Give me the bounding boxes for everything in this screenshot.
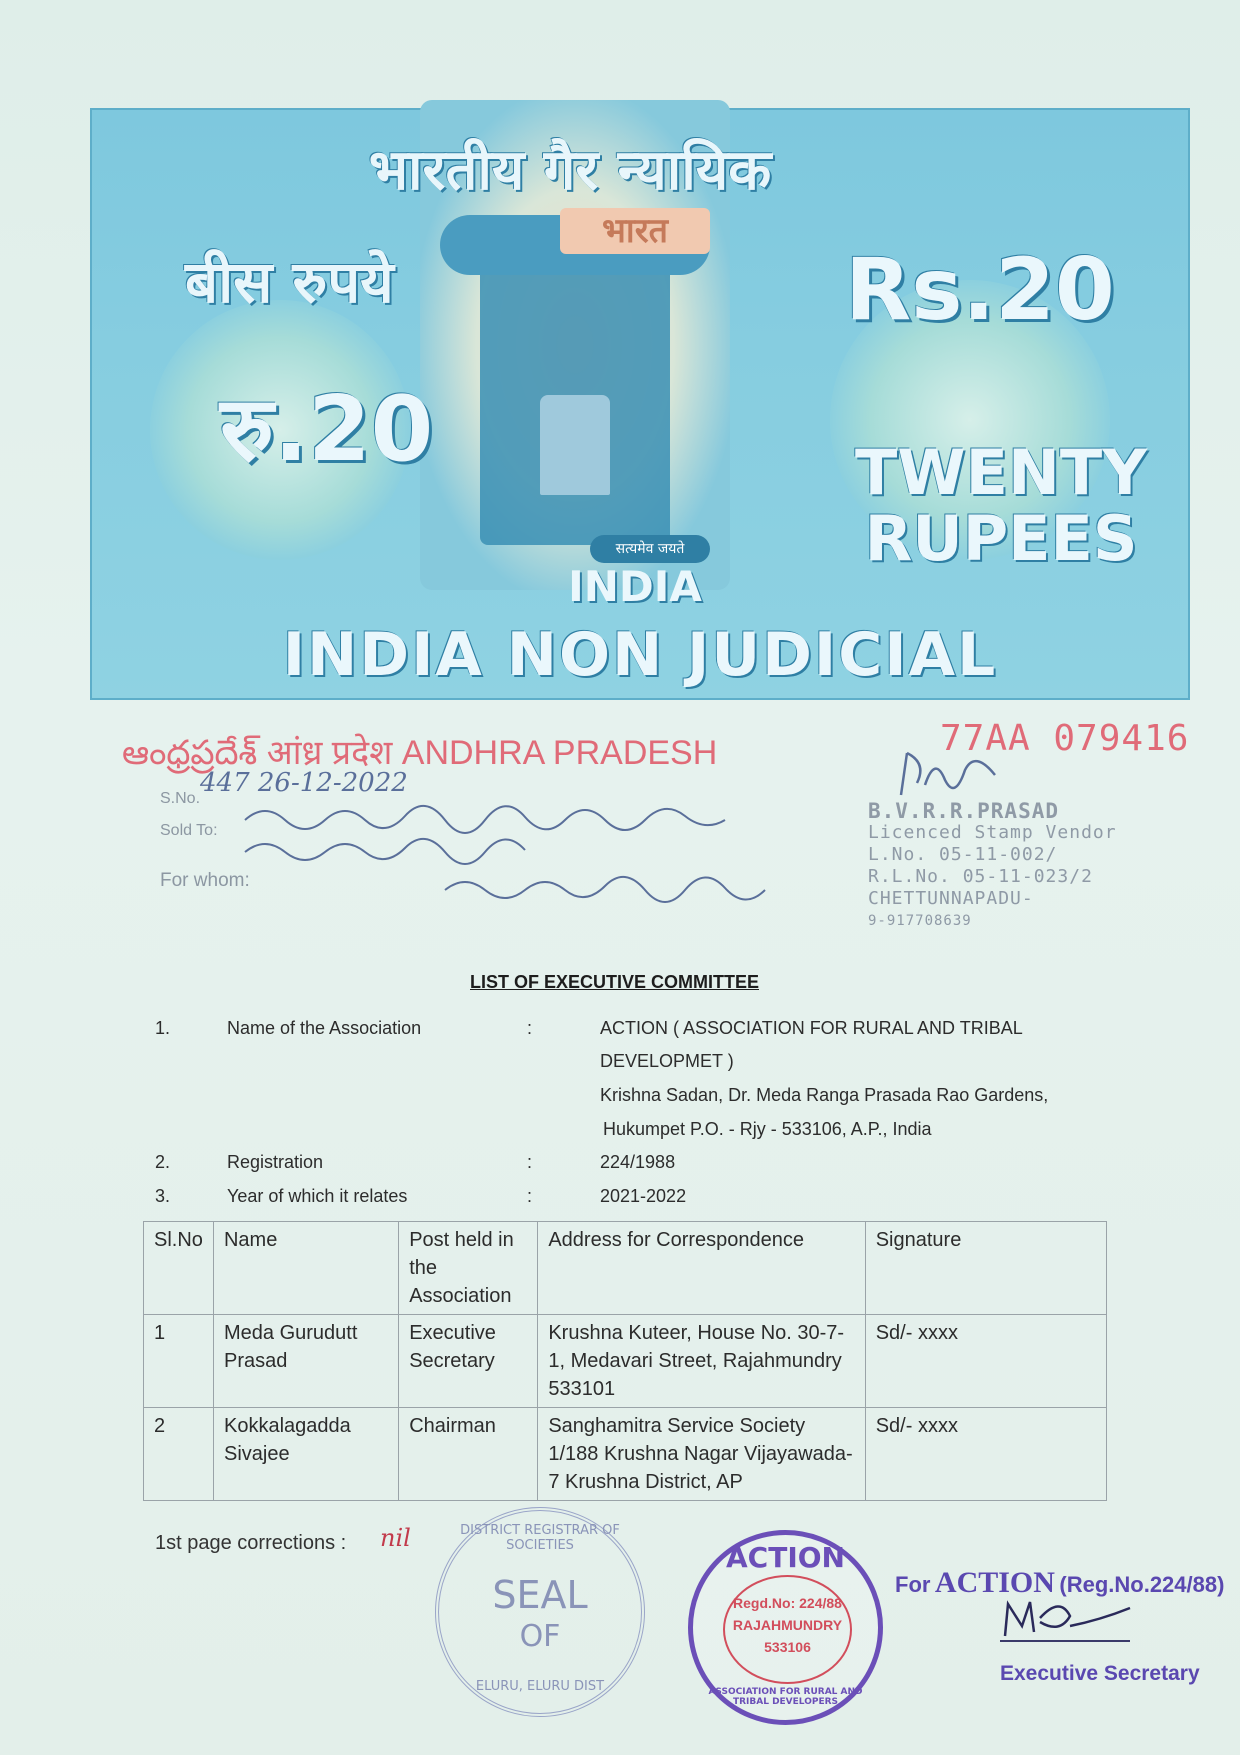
seal-title: ACTION: [726, 1541, 845, 1574]
seal-reg: Regd.No: 224/88: [733, 1595, 842, 1611]
seal-ring-text: ASSOCIATION FOR RURAL AND TRIBAL DEVELOPERS: [708, 1687, 863, 1707]
field-label: Name of the Association: [227, 1018, 422, 1038]
cell-address: Krushna Kuteer, House No. 30-7-1, Medavari Street, Rajahmundry 533101: [538, 1315, 865, 1408]
col-header: Signature: [865, 1222, 1106, 1315]
seal-ring-text: ELURU, ELURU DIST: [475, 1679, 605, 1694]
executive-secretary-signature: [1000, 1596, 1140, 1646]
stamp-bharat: भारत: [560, 208, 710, 254]
document-heading: LIST OF EXECUTIVE COMMITTEE: [470, 972, 760, 992]
stamp-non-judicial: INDIA NON JUDICIAL: [282, 620, 998, 690]
signature-line: [1000, 1640, 1130, 1642]
action-association-seal: [688, 1530, 883, 1725]
association-name: ACTION ( ASSOCIATION FOR RURAL AND TRIBAL: [600, 1018, 1023, 1038]
signoff-reg: (Reg.No.224/88): [1059, 1572, 1225, 1597]
table-header-row: [144, 1222, 1107, 1315]
stamp-twenty-rupees: [855, 436, 1148, 575]
seal-center-text: SEAL: [492, 1573, 588, 1617]
stamp-rupees: RUPEES: [864, 502, 1138, 575]
col-header: Address for Correspondence: [538, 1222, 865, 1315]
vendor-line: L.No. 05-11-002/: [868, 844, 1058, 865]
cell-name: Kokkalagadda Sivajee: [213, 1408, 398, 1501]
vendor-line: 9-917708639: [868, 913, 972, 929]
district-registrar-seal: [435, 1507, 645, 1717]
association-address-cont: Hukumpet P.O. - Rjy - 533106, A.P., India: [603, 1119, 932, 1139]
corrections-value: nil: [380, 1524, 411, 1552]
signoff-org: ACTION: [934, 1566, 1055, 1599]
state-name: ఆంధ్రప్రదేశ్ आंध्र प्रदेश ANDHRA PRADESH: [122, 734, 718, 772]
stamp-india: INDIA: [568, 562, 702, 611]
signoff-for: For: [895, 1572, 931, 1597]
seal-ring-text: DISTRICT REGISTRAR OF SOCIETIES: [460, 1523, 620, 1553]
stamp-hindi-title: भारतीय गैर न्यायिक: [368, 138, 772, 203]
seal-pin: 533106: [764, 1639, 811, 1655]
stamp-twenty: TWENTY: [855, 436, 1148, 509]
cell-signature: Sd/- xxxx: [865, 1408, 1106, 1501]
seal-city: RAJAHMUNDRY: [732, 1617, 843, 1633]
vendor-line: CHETTUNNAPADU-: [868, 888, 1034, 909]
registration-value: 224/1988: [600, 1152, 676, 1172]
stamp-rupee-amount: रु.20: [220, 377, 434, 482]
cell-post: Chairman: [399, 1408, 538, 1501]
signoff-title: Executive Secretary: [1000, 1662, 1200, 1685]
table-row: [144, 1408, 1107, 1501]
col-header: Sl.No: [144, 1222, 214, 1315]
cell-slno: 1: [144, 1315, 214, 1408]
for-action-signoff: [895, 1566, 1224, 1600]
vendor-signature: [895, 745, 1015, 805]
field-number: 2.: [155, 1152, 171, 1172]
field-separator: :: [527, 1152, 533, 1172]
cell-signature: Sd/- xxxx: [865, 1315, 1106, 1408]
col-header: Post held in the Association: [399, 1222, 538, 1315]
handwritten-number-date: 447 26-12-2022: [200, 768, 408, 798]
year-value: 2021-2022: [600, 1186, 687, 1206]
vendor-line: Licenced Stamp Vendor: [868, 822, 1117, 843]
stamp-rs-amount: Rs.20: [845, 240, 1115, 340]
cell-name: Meda Gurudutt Prasad: [213, 1315, 398, 1408]
field-separator: :: [527, 1186, 533, 1206]
seal-inner-ring: [723, 1575, 852, 1684]
stamp-vendor-info: [868, 800, 1117, 932]
sno-label: S.No.: [160, 790, 201, 807]
stamp-serial-number: 77AA 079416: [940, 718, 1190, 759]
seal-center-text: OF: [519, 1619, 561, 1654]
vendor-name: B.V.R.R.PRASAD: [868, 799, 1060, 823]
cell-post: Executive Secretary: [399, 1315, 538, 1408]
lion-emblem-icon: [540, 395, 610, 495]
corrections-label: 1st page corrections :: [155, 1532, 347, 1554]
stamp-hindi-amount: बीस रुपये: [185, 248, 394, 316]
stamp-motto: सत्यमेव जयते: [590, 535, 710, 563]
vendor-line: R.L.No. 05-11-023/2: [868, 866, 1093, 887]
field-number: 1.: [155, 1018, 171, 1038]
cell-address: Sanghamitra Service Society 1/188 Krushna Nagar Vijayawada-7 Krushna District, AP: [538, 1408, 865, 1501]
field-separator: :: [527, 1018, 533, 1038]
col-header: Name: [213, 1222, 398, 1315]
sold-to-label: Sold To:: [160, 822, 218, 839]
executive-committee-table: [143, 1221, 1107, 1501]
cell-slno: 2: [144, 1408, 214, 1501]
association-address: Krishna Sadan, Dr. Meda Ranga Prasada Rao Gardens,: [600, 1085, 1049, 1105]
association-name-cont: DEVELOPMET ): [600, 1051, 734, 1071]
table-row: [144, 1315, 1107, 1408]
handwritten-telugu-scribble: [240, 790, 860, 910]
field-label: Year of which it relates: [227, 1186, 408, 1206]
field-number: 3.: [155, 1186, 171, 1206]
field-label: Registration: [227, 1152, 324, 1172]
for-whom-label: For whom:: [160, 870, 250, 891]
